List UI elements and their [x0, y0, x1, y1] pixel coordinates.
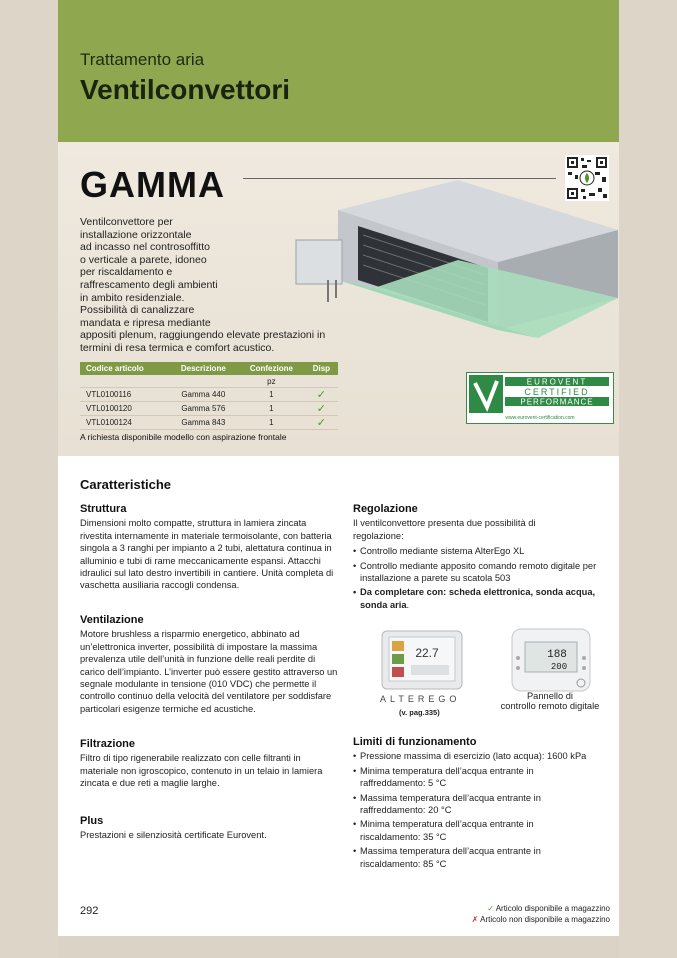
plus-text: Prestazioni e silenziosità certificate Eurovent. — [80, 830, 267, 841]
plus-heading: Plus — [80, 815, 104, 827]
article-code: VTL0100120 — [80, 402, 169, 416]
bold-item-suffix: . — [406, 599, 410, 610]
list-item: • Massima temperatura dell’acqua entrante in riscaldamento: 85 °C — [353, 845, 553, 870]
title-divider — [243, 178, 556, 179]
product-description-tail — [80, 329, 330, 354]
eurovent-brand: EUROVENT — [526, 377, 588, 387]
section-plus — [80, 815, 330, 842]
list-item: • Minima temperatura dell’acqua entrante in riscaldamento: 35 °C — [353, 818, 553, 843]
limiti-list — [353, 750, 587, 870]
available-check-icon: ✓ — [305, 402, 338, 416]
features-title: Caratteristiche — [80, 477, 172, 492]
alterego-display: 22.7 — [415, 646, 439, 660]
col-availability: Disp — [305, 362, 338, 375]
header-category: Trattamento aria — [80, 50, 205, 69]
description-line: mandata e ripresa mediante — [80, 316, 211, 329]
available-check-icon: ✓ — [305, 388, 338, 402]
description-line: Ventilconvettore per — [80, 216, 173, 228]
section-filtrazione — [80, 738, 330, 790]
list-item: • Pressione massima di esercizio (lato acqua): 1600 kPa — [353, 750, 610, 762]
panel-display-2: 200 — [550, 662, 568, 672]
article-table — [80, 362, 338, 430]
description-line: o verticale a parete, idoneo — [80, 253, 207, 266]
table-row — [80, 416, 338, 430]
alterego-device-image — [381, 630, 463, 690]
table-header-row — [80, 362, 338, 375]
left-margin-band — [0, 0, 58, 958]
cross-icon: ✗ — [471, 915, 479, 924]
ventilazione-heading: Ventilazione — [80, 614, 144, 626]
col-pack: Confezione — [238, 362, 305, 375]
page-number: 292 — [80, 905, 99, 917]
filtrazione-heading: Filtrazione — [80, 738, 136, 750]
struttura-heading: Struttura — [80, 503, 127, 515]
article-description: Gamma 576 — [169, 402, 238, 416]
section-limiti — [353, 736, 608, 872]
description-line: installazione orizzontale — [80, 228, 192, 241]
page-header — [58, 0, 619, 142]
regolazione-heading: Regolazione — [353, 503, 418, 515]
panel-caption — [490, 691, 610, 711]
eurovent-site: www.eurovent-certification.com — [505, 415, 575, 421]
check-icon: ✓ — [487, 904, 494, 913]
regolazione-list — [353, 545, 608, 611]
eurovent-performance: PERFORMANCE — [520, 397, 594, 407]
description-line: raffrescamento degli ambienti — [80, 278, 218, 291]
ventilazione-text: Motore brushless a risparmio energetico, abbinato ad un’elettronica inverter, possibilità di impostare la massima prevalenza utile dell’unità in funzione delle reali perdite di carico dell’impianto. L’inverter può essere gestito attraverso un segnale modulante in tensione (010 VDC) che permette il controllo continuo della velocità del ventilatore per soddisfare particolari esigenze termiche ed acustiche. — [80, 629, 338, 714]
product-description — [80, 216, 330, 329]
right-margin-band — [619, 0, 677, 958]
table-unit-row — [80, 375, 338, 388]
list-item: • Minima temperatura dell’acqua entrante in raffreddamento: 5 °C — [353, 765, 553, 790]
legend-available — [472, 903, 610, 914]
article-pack: 1 — [238, 388, 305, 402]
alterego-logo: ALTEREGO — [380, 694, 461, 704]
features-panel — [58, 456, 619, 936]
eurovent-certified: CERTIFIED — [524, 387, 590, 397]
list-item: • Massima temperatura dell’acqua entrante in raffreddamento: 20 °C — [353, 792, 553, 817]
article-pack: 1 — [238, 402, 305, 416]
remote-panel-image — [511, 628, 591, 692]
panel-display-1: 188 — [547, 649, 567, 661]
eurovent-certified-logo — [466, 372, 614, 424]
col-code: Codice articolo — [80, 362, 169, 375]
article-description: Gamma 843 — [169, 416, 238, 430]
list-item — [353, 586, 608, 611]
product-name: GAMMA — [80, 164, 225, 205]
struttura-text: Dimensioni molto compatte, struttura in lamiera zincata rivestita internamente in materiale termoisolante, con batteria singola a 3 ranghi per impianto a 2 tubi, alettatura continua in alluminio e tubi di rame meccanicamente espansi. Attacchi idraulici sul lato destro invertibili in cantiere. Unità completa di vaschetta ausiliaria raccogli condensa. — [80, 518, 334, 591]
list-item: • Controllo mediante apposito comando remoto digitale per installazione a parete su scatola 503 — [353, 560, 608, 585]
bold-item-text: Da completare con: scheda elettronica, sonda acqua, sonda aria — [360, 587, 596, 610]
section-ventilazione — [80, 614, 338, 715]
description-line: termini di resa termica e comfort acustico. — [80, 341, 275, 354]
regolazione-intro: Il ventilconvettore presenta due possibilità di regolazione: — [353, 518, 536, 541]
description-line: in ambito residenziale. — [80, 291, 185, 304]
article-description: Gamma 440 — [169, 388, 238, 402]
table-row — [80, 402, 338, 416]
product-section — [58, 142, 619, 456]
description-line: ad incasso nel controsoffitto — [80, 241, 210, 254]
legend-available-text: Articolo disponibile a magazzino — [495, 904, 610, 913]
unit-label: pz — [238, 375, 305, 388]
col-description: Descrizione — [169, 362, 238, 375]
available-check-icon: ✓ — [305, 416, 338, 430]
list-item: • Controllo mediante sistema AlterEgo XL — [353, 545, 608, 557]
article-code: VTL0100116 — [80, 388, 169, 402]
article-code: VTL0100124 — [80, 416, 169, 430]
description-line: Possibilità di canalizzare — [80, 304, 195, 317]
section-regolazione — [353, 503, 608, 613]
table-row — [80, 388, 338, 402]
legend-unavailable-text: Articolo non disponibile a magazzino — [480, 915, 610, 924]
article-pack: 1 — [238, 416, 305, 430]
panel-caption-line: Pannello di — [526, 691, 573, 701]
section-struttura — [80, 503, 336, 592]
filtrazione-text: Filtro di tipo rigenerabile realizzato con celle filtranti in materiale non igroscopico, contenuto in un telaio in lamiera zincata e due reti a maglie larghe. — [80, 753, 323, 789]
alterego-ref: (v. pag.335) — [399, 708, 440, 717]
availability-legend — [472, 903, 610, 925]
description-line: appositi plenum, raggiungendo elevate prestazioni in — [80, 329, 326, 341]
limiti-heading: Limiti di funzionamento — [353, 736, 477, 748]
fan-coil-unit-image — [288, 180, 618, 338]
header-title: Ventilconvettori — [80, 74, 291, 105]
legend-unavailable — [472, 914, 610, 925]
panel-caption-line: controllo remoto digitale — [500, 701, 600, 711]
availability-note: A richiesta disponibile modello con aspirazione frontale — [80, 432, 287, 442]
description-line: per riscaldamento e — [80, 266, 173, 279]
